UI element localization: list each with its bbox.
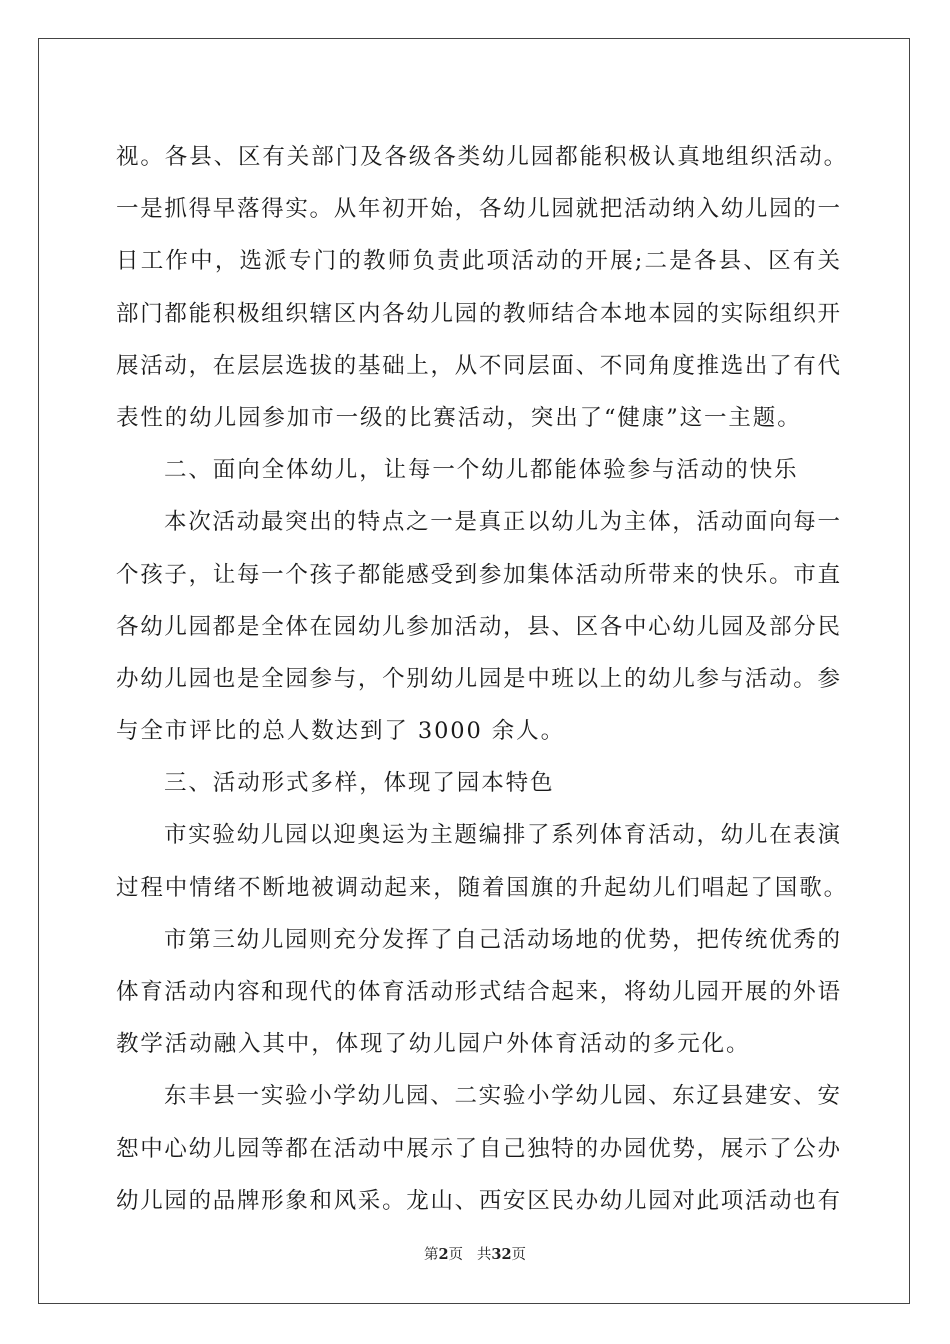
text-line: 部门都能积极组织辖区内各幼儿园的教师结合本地本园的实际组织开: [116, 300, 840, 327]
text-line: 过程中情绪不断地被调动起来，随着国旗的升起幼儿们唱起了国歌。: [116, 874, 849, 901]
text-line: 恕中心幼儿园等都在活动中展示了自己独特的办园优势，展示了公办: [116, 1135, 840, 1162]
page-footer: [0, 1243, 950, 1264]
text-line: 各幼儿园都是全体在园幼儿参加活动，县、区各中心幼儿园及部分民: [116, 613, 840, 640]
section-heading: 二、面向全体幼儿，让每一个幼儿都能体验参与活动的快乐: [164, 457, 799, 484]
current-page-number: 2: [438, 1246, 449, 1263]
text-line: 展活动，在层层选拔的基础上，从不同层面、不同角度推选出了有代: [116, 352, 840, 379]
text-line: 个孩子，让每一个孩子都能感受到参加集体活动所带来的快乐。市直: [116, 561, 840, 588]
text-line: 视。各县、区有关部门及各级各类幼儿园都能积极认真地组织活动。: [116, 144, 849, 170]
text-line: 办幼儿园也是全园参与，个别幼儿园是中班以上的幼儿参与活动。参: [116, 665, 840, 692]
text-line: 表性的幼儿园参加市一级的比赛活动，突出了“健康”这一主题。: [116, 404, 802, 431]
section-heading: 三、活动形式多样，体现了园本特色: [164, 770, 555, 797]
text-line: 本次活动最突出的特点之一是真正以幼儿为主体，活动面向每一: [164, 509, 840, 536]
text-line: 日工作中，选派专门的教师负责此项活动的开展;二是各县、区有关: [116, 248, 840, 275]
text-line: 与全市评比的总人数达到了 3000 余人。: [116, 718, 565, 745]
footer-prefix: 第: [423, 1247, 439, 1263]
text-line: 一是抓得早落得实。从年初开始，各幼儿园就把活动纳入幼儿园的一: [116, 196, 840, 223]
footer-suffix: 页: [511, 1247, 527, 1263]
text-line: 教学活动融入其中，体现了幼儿园户外体育活动的多元化。: [116, 1031, 751, 1058]
document-body: [116, 131, 849, 1227]
text-line: 市第三幼儿园则充分发挥了自己活动场地的优势，把传统优秀的: [164, 926, 840, 953]
text-line: 幼儿园的品牌形象和风采。龙山、西安区民办幼儿园对此项活动也有: [116, 1187, 840, 1214]
total-page-count: 32: [491, 1246, 512, 1263]
footer-mid: 页 共: [448, 1247, 492, 1263]
text-line: 东丰县一实验小学幼儿园、二实验小学幼儿园、东辽县建安、安: [164, 1083, 840, 1110]
text-line: 市实验幼儿园以迎奥运为主题编排了系列体育活动，幼儿在表演: [164, 822, 840, 849]
text-line: 体育活动内容和现代的体育活动形式结合起来，将幼儿园开展的外语: [116, 979, 840, 1005]
